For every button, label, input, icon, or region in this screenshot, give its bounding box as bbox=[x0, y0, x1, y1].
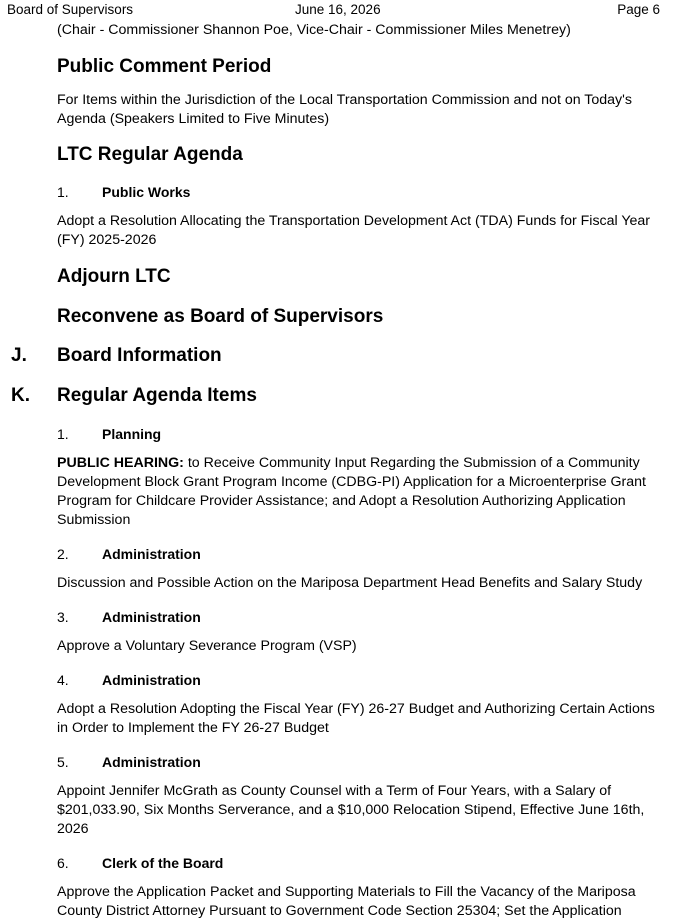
header-page-number: Page 6 bbox=[617, 2, 660, 17]
k-item-1-header bbox=[57, 425, 161, 443]
page-header bbox=[0, 0, 680, 20]
item-number: 2. bbox=[57, 546, 69, 562]
public-comment-heading: Public Comment Period bbox=[57, 56, 272, 77]
item-number: 3. bbox=[57, 609, 69, 625]
k-item-4-text: Adopt a Resolution Adopting the Fiscal Year (FY) 26-27 Budget and Authorizing Certain Actions in Order to Implement the FY 26-27 Budget bbox=[57, 701, 655, 736]
k-item-5-header bbox=[57, 753, 201, 771]
header-board-name: Board of Supervisors bbox=[7, 2, 134, 17]
item-department: Planning bbox=[102, 426, 162, 442]
k-item-4-header bbox=[57, 671, 201, 689]
k-item-2-header bbox=[57, 545, 201, 563]
k-item-6-text: Approve the Application Packet and Supporting Materials to Fill the Vacancy of the Mariposa County District Attorney Pursuant to Government Code Section 25304; Set the Application bbox=[57, 884, 636, 919]
ltc-chairs-line: (Chair - Commissioner Shannon Poe, Vice-Chair - Commissioner Miles Menetrey) bbox=[57, 22, 571, 38]
k-item-1-description: to Receive Community Input Regarding the Submission of a Community Development Block Grant Program Income (CDBG-PI) Application for a Microenterprise Grant Program for Childcare Provider Assistance; and Adopt a Resolution Authorizing Application Submission bbox=[57, 455, 647, 528]
item-number: 6. bbox=[57, 855, 69, 871]
item-number: 1. bbox=[57, 184, 69, 200]
item-number: 4. bbox=[57, 672, 69, 688]
k-item-3-header bbox=[57, 608, 201, 626]
public-comment-text: For Items within the Jurisdiction of the Local Transportation Commission and not on Today's Agenda (Speakers Limited to Five Minutes) bbox=[57, 92, 632, 127]
item-department: Administration bbox=[102, 672, 201, 688]
k-item-2-text: Discussion and Possible Action on the Mariposa Department Head Benefits and Salary Study bbox=[57, 575, 643, 591]
ltc-item-1-header bbox=[57, 183, 190, 201]
section-j-letter: J. bbox=[11, 345, 27, 366]
section-k-letter: K. bbox=[11, 385, 30, 406]
item-number: 5. bbox=[57, 754, 69, 770]
k-item-3-text: Approve a Voluntary Severance Program (VSP) bbox=[57, 638, 357, 654]
k-item-1-text bbox=[57, 454, 657, 530]
item-department: Administration bbox=[102, 546, 201, 562]
public-hearing-label: PUBLIC HEARING: bbox=[57, 455, 184, 471]
section-j-heading: Board Information bbox=[57, 345, 222, 366]
k-item-5-text: Appoint Jennifer McGrath as County Counsel with a Term of Four Years, with a Salary of $201,033.90, Six Months Serverance, and a $10,000 Relocation Stipend, Effective June 16th, 2026 bbox=[57, 783, 645, 837]
adjourn-ltc-heading: Adjourn LTC bbox=[57, 266, 171, 287]
item-department: Clerk of the Board bbox=[102, 855, 224, 871]
header-meeting-date: June 16, 2026 bbox=[295, 2, 381, 17]
ltc-agenda-heading: LTC Regular Agenda bbox=[57, 144, 243, 165]
item-department: Administration bbox=[102, 754, 201, 770]
item-number: 1. bbox=[57, 426, 69, 442]
reconvene-heading: Reconvene as Board of Supervisors bbox=[57, 306, 384, 327]
section-k-heading: Regular Agenda Items bbox=[57, 385, 257, 406]
ltc-item-1-text: Adopt a Resolution Allocating the Transportation Development Act (TDA) Funds for Fiscal Year (FY) 2025-2026 bbox=[57, 213, 651, 248]
item-department: Public Works bbox=[102, 184, 191, 200]
item-department: Administration bbox=[102, 609, 201, 625]
k-item-6-header bbox=[57, 854, 223, 872]
